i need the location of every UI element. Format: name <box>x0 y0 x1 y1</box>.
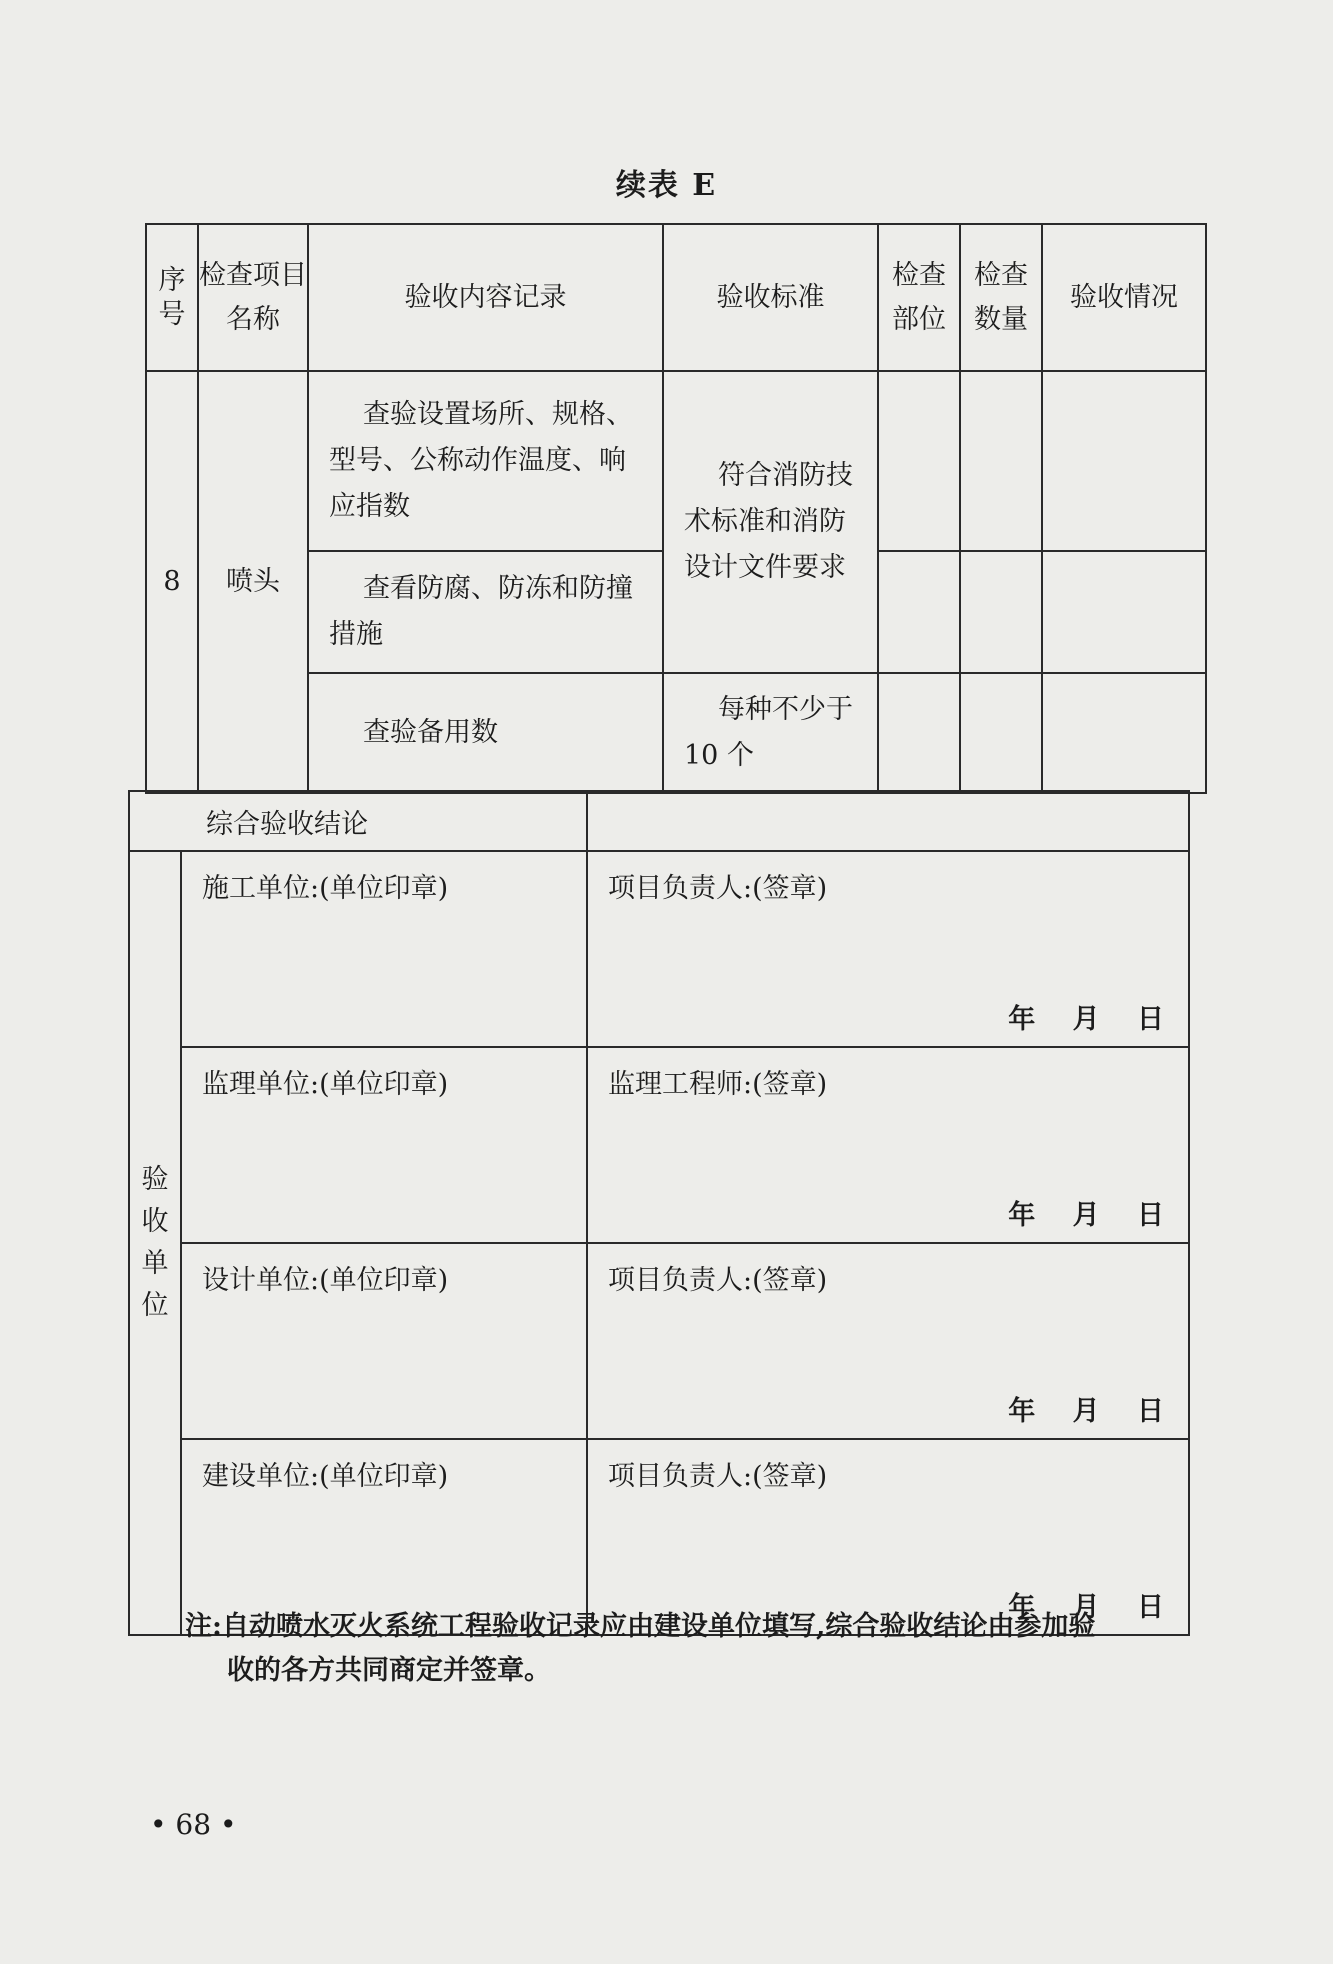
unit-supervision[interactable]: 监理单位:(单位印章) <box>181 1047 587 1243</box>
table-row <box>146 371 1206 551</box>
unit-row <box>129 1243 1189 1439</box>
unit-design-signature[interactable] <box>587 1243 1189 1439</box>
header-status: 验收情况 <box>1042 224 1206 371</box>
unit-row <box>129 851 1189 1047</box>
signature-label: 项目负责人:(签章) <box>608 873 828 904</box>
row-quantity-2[interactable] <box>960 551 1042 673</box>
row-status-2[interactable] <box>1042 551 1206 673</box>
date-field: 年 月 日 <box>1008 1592 1164 1623</box>
row-quantity-3[interactable] <box>960 673 1042 793</box>
row-status-3[interactable] <box>1042 673 1206 793</box>
unit-row <box>129 1047 1189 1243</box>
row-standard-2: 每种不少于10 个 <box>663 673 878 793</box>
table-title: 续表 E <box>615 168 718 203</box>
row-content-3: 查验备用数 <box>308 673 663 793</box>
signature-label: 项目负责人:(签章) <box>608 1265 828 1296</box>
table-header-row <box>146 224 1206 371</box>
acceptance-units-table <box>128 790 1190 1636</box>
acceptance-units-label: 验 收 单 位 <box>129 851 181 1635</box>
page-number: • 68 • <box>150 1808 237 1841</box>
header-seq: 序 号 <box>146 224 198 371</box>
row-seq: 8 <box>146 371 198 793</box>
footnote-line-1: 注:自动喷水灭火系统工程验收记录应由建设单位填写,综合验收结论由参加验 <box>185 1611 1096 1642</box>
row-content-1: 查验设置场所、规格、型号、公称动作温度、响应指数 <box>308 371 663 551</box>
row-location-2[interactable] <box>878 551 960 673</box>
row-content-2: 查看防腐、防冻和防撞措施 <box>308 551 663 673</box>
row-location-1[interactable] <box>878 371 960 551</box>
row-item-name: 喷头 <box>198 371 308 793</box>
header-standard: 验收标准 <box>663 224 878 371</box>
acceptance-table <box>145 223 1207 794</box>
header-content: 验收内容记录 <box>308 224 663 371</box>
unit-construction-signature[interactable] <box>587 851 1189 1047</box>
signature-label: 监理工程师:(签章) <box>608 1069 828 1100</box>
footnote <box>185 1605 1195 1693</box>
row-quantity-1[interactable] <box>960 371 1042 551</box>
conclusion-field[interactable] <box>587 791 1189 851</box>
row-status-1[interactable] <box>1042 371 1206 551</box>
header-item-name: 检查项目名称 <box>198 224 308 371</box>
signature-label: 项目负责人:(签章) <box>608 1461 828 1492</box>
conclusion-label: 综合验收结论 <box>129 791 587 851</box>
row-standard-1: 符合消防技术标准和消防设计文件要求 <box>663 371 878 673</box>
conclusion-row <box>129 791 1189 851</box>
header-quantity: 检查数量 <box>960 224 1042 371</box>
date-field: 年 月 日 <box>1008 1200 1164 1231</box>
unit-construction[interactable]: 施工单位:(单位印章) <box>181 851 587 1047</box>
row-location-3[interactable] <box>878 673 960 793</box>
date-field: 年 月 日 <box>1008 1396 1164 1427</box>
unit-owner[interactable]: 建设单位:(单位印章) <box>181 1439 587 1635</box>
header-location: 检查部位 <box>878 224 960 371</box>
unit-design[interactable]: 设计单位:(单位印章) <box>181 1243 587 1439</box>
unit-supervision-signature[interactable] <box>587 1047 1189 1243</box>
date-field: 年 月 日 <box>1008 1004 1164 1035</box>
footnote-line-2: 收的各方共同商定并签章。 <box>227 1655 551 1686</box>
